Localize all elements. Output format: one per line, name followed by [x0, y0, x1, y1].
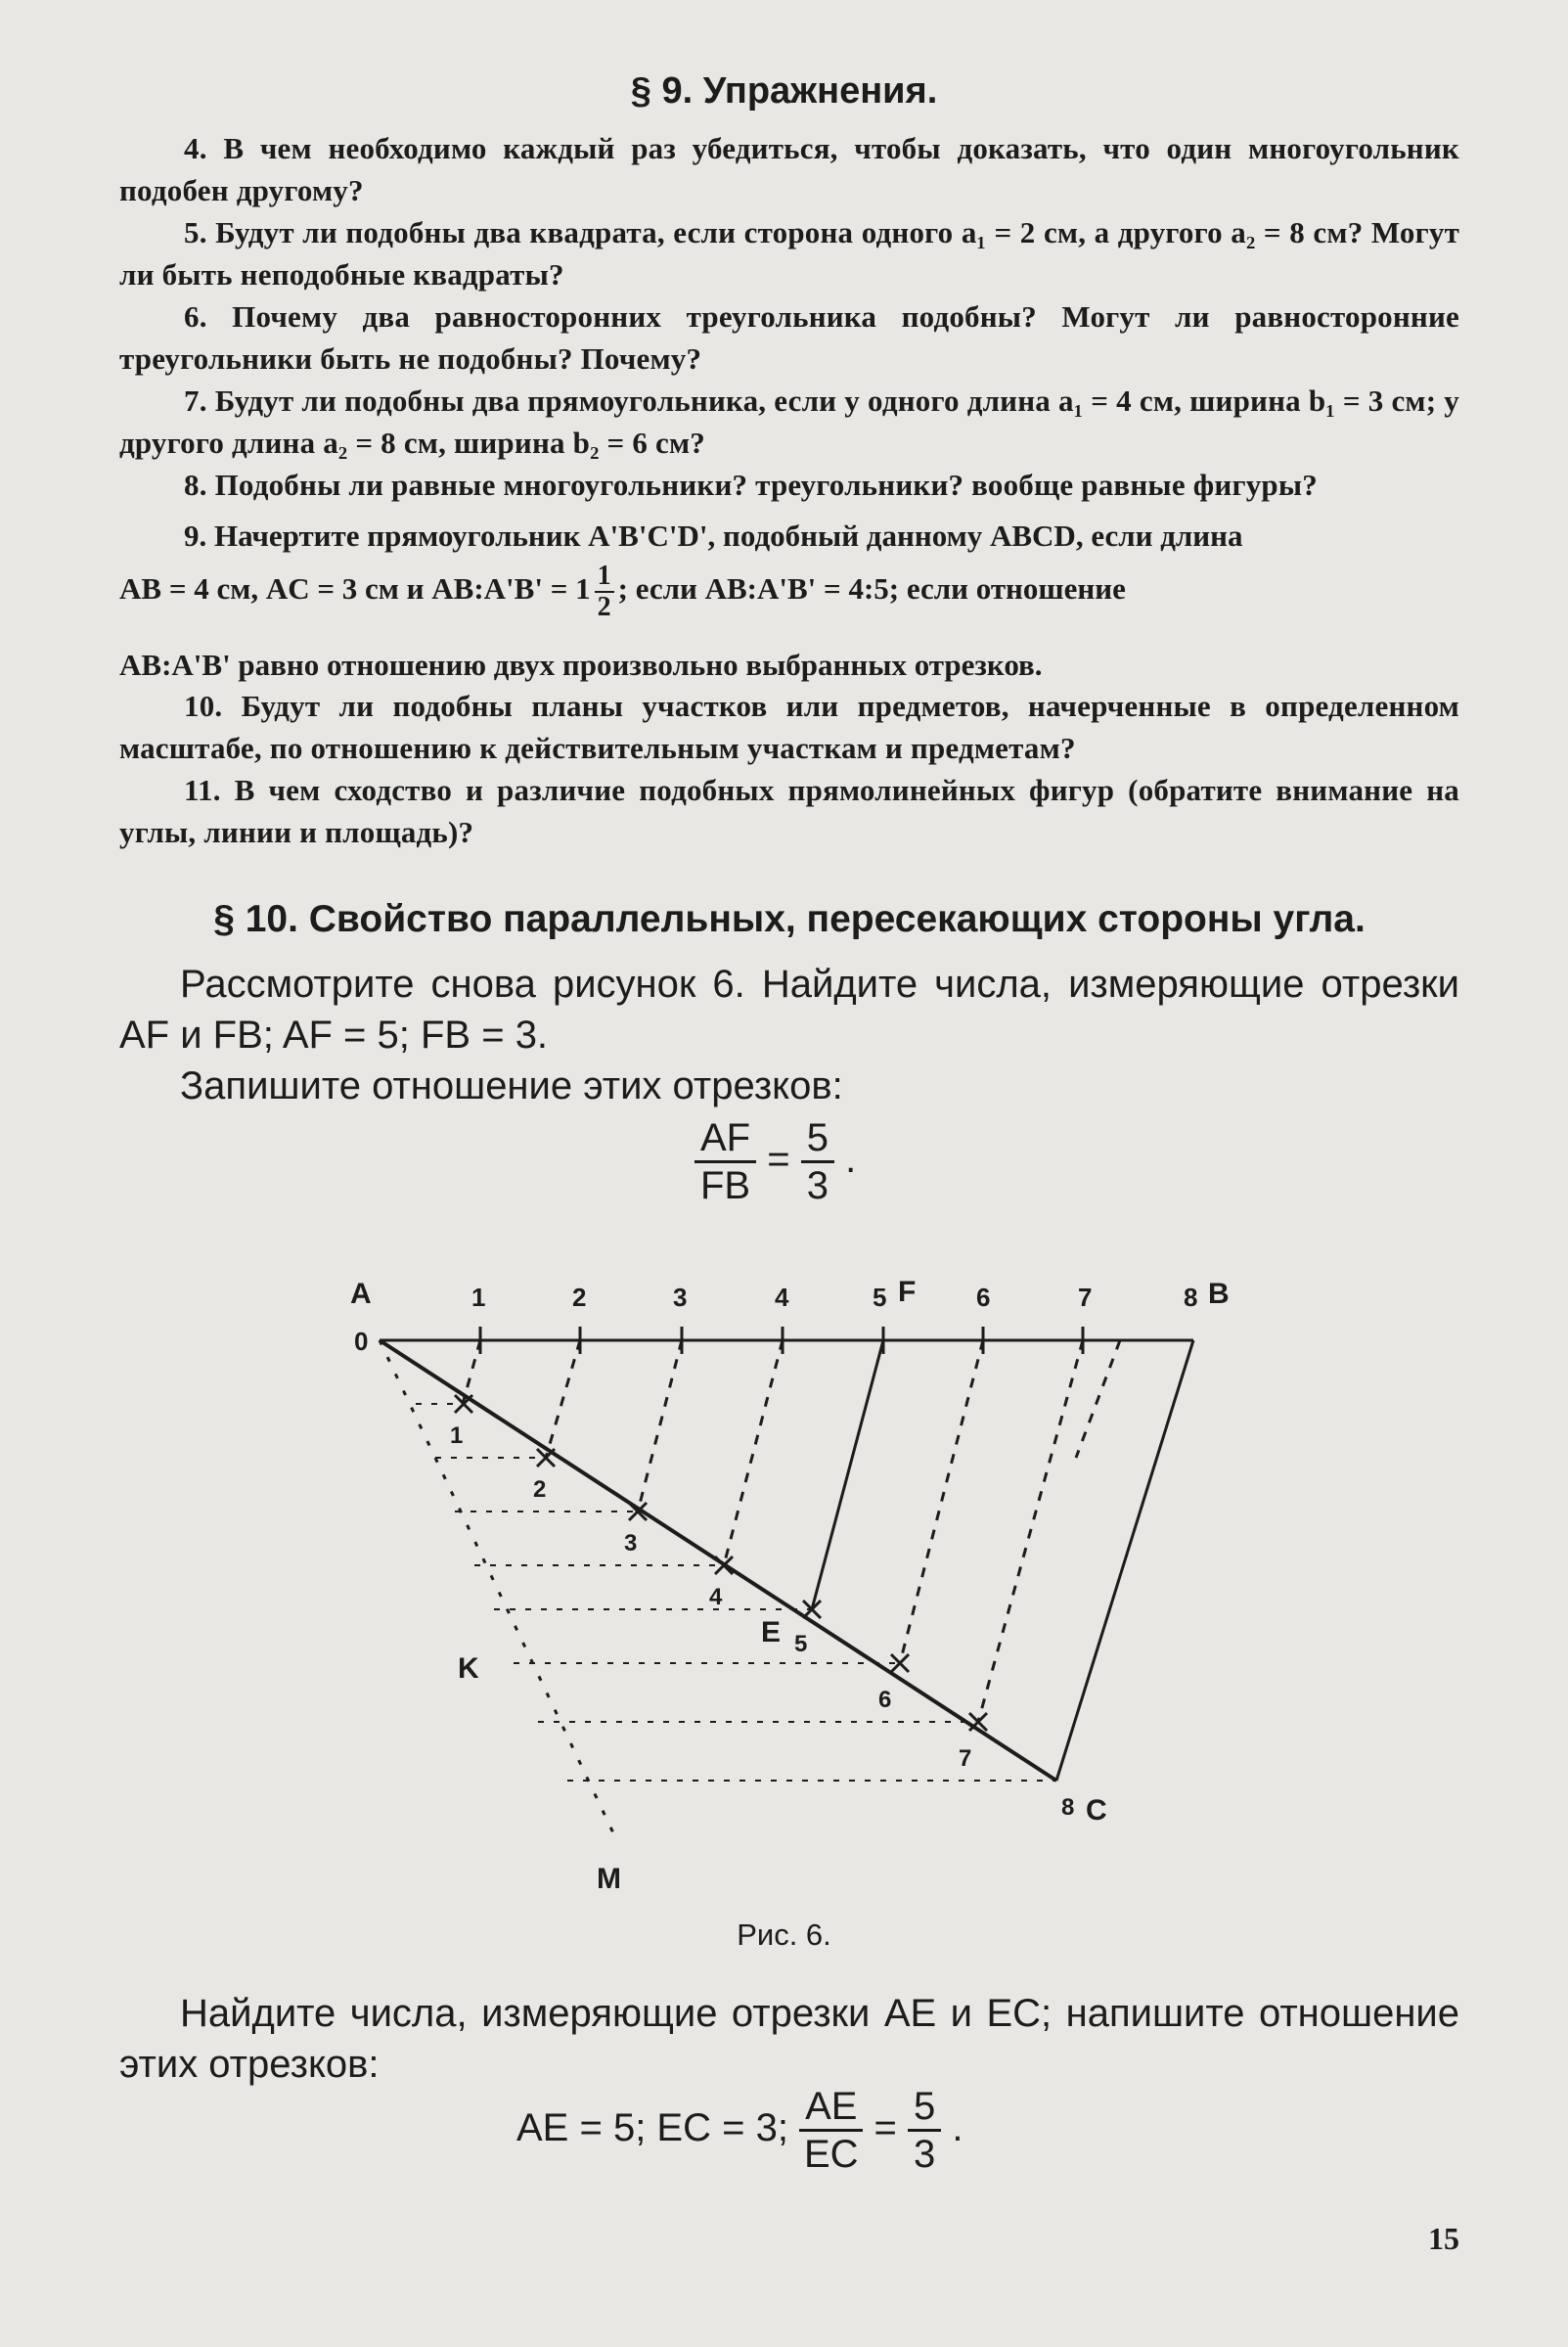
top-tick-1: 1: [471, 1283, 486, 1312]
equation-ae-ec: AE = 5; EC = 3; $\frac{AE}{EC}$ = $\frac{5}{3}$ .: [516, 2085, 963, 2176]
exercise-6: 6. Почему два равносторонних треугольника подобны? Могут ли равносторонние треугольники быть не подобны? Почему?: [119, 299, 1460, 376]
equation-af-fb: $\frac{AF}{FB}$ = $\frac{5}{3}$ .: [694, 1115, 856, 1208]
top-tick-2: 2: [572, 1283, 587, 1312]
section-9-heading: § 9. Упражнения.: [630, 70, 938, 112]
exercises-4-8: [119, 127, 1459, 506]
paragraph-ae-ec: Найдите числа, измеряющие отрезки AE и EC; напишите отношение этих отрезков:: [119, 1992, 1459, 2086]
label-f: F: [898, 1276, 917, 1308]
exercise-11: 11. В чем сходство и различие подобных прямолинейных фигур (обратите внимание на углы, линии и площадь)?: [119, 773, 1459, 849]
label-e: E: [761, 1616, 782, 1648]
top-tick-labels: [471, 1283, 1197, 1312]
top-tick-5: 5: [873, 1283, 887, 1312]
top-tick-7: 7: [1078, 1283, 1093, 1312]
diag-tick-7: 7: [959, 1745, 972, 1772]
exercise-9-line-2: AB = 4 см, AC = 3 см и AB:A'B' = 1 $\frac{1}{2}$ ; если AB:A'B' = 4:5; если отношение: [119, 561, 1126, 622]
label-k: K: [458, 1652, 479, 1685]
exercises-10-11: [119, 685, 1459, 853]
line-bc: [1056, 1340, 1193, 1781]
top-tick-4: 4: [775, 1283, 789, 1312]
paragraph-af-fb: Рассмотрите снова рисунок 6. Найдите числа, измеряющие отрезки AF и FB; AF = 5; FB = 3.: [119, 963, 1459, 1057]
exercise-5: 5. Будут ли подобны два квадрата, если сторона одного a₁ = 2 см, а другого a₂ = 8 см? Могут ли быть неподобные квадраты?: [119, 215, 1460, 292]
line-fe: [812, 1340, 883, 1609]
label-c: C: [1086, 1794, 1107, 1827]
top-tick-8: 8: [1184, 1283, 1198, 1312]
exercise-7: 7. Будут ли подобны два прямоугольника, если у одного длина a₁ = 4 см, ширина b₁ = 3 см; у другого длина a₂ = 8 см, ширина b₂ = 6 см?: [119, 384, 1460, 460]
diag-tick-6: 6: [878, 1687, 892, 1713]
top-tick-6: 6: [976, 1283, 991, 1312]
page-number: 15: [1428, 2221, 1459, 2256]
paragraph-write-ratio: Запишите отношение этих отрезков:: [180, 1064, 843, 1107]
exercise-9-line-3: AB:A'B' равно отношению двух произвольно выбранных отрезков.: [119, 648, 1043, 682]
label-m: M: [597, 1863, 621, 1895]
figure-6-diagram: [333, 1262, 1232, 1908]
figure-caption: Рис. 6.: [737, 1918, 831, 1952]
section-10-heading: § 10. Свойство параллельных, пересекающих стороны угла.: [213, 898, 1366, 940]
diag-tick-1: 1: [450, 1422, 464, 1449]
diag-tick-5: 5: [794, 1631, 808, 1657]
exercise-4: 4. В чем необходимо каждый раз убедиться, чтобы доказать, что один многоугольник подобен другому?: [119, 131, 1459, 207]
label-a: A: [350, 1278, 372, 1310]
top-tick-3: 3: [673, 1283, 688, 1312]
exercise-10: 10. Будут ли подобны планы участков или предметов, начерченные в определенном масштабе, по отношению к действительным участкам и предметам?: [119, 689, 1460, 765]
label-zero: 0: [354, 1327, 369, 1356]
diag-tick-8: 8: [1061, 1794, 1075, 1821]
exercise-8: 8. Подобны ли равные многоугольники? треугольники? вообще равные фигуры?: [184, 468, 1318, 502]
diag-tick-4: 4: [709, 1584, 723, 1610]
diag-tick-2: 2: [533, 1476, 547, 1503]
label-b: B: [1208, 1278, 1230, 1310]
section-10-text: [119, 959, 1459, 1111]
exercise-9-line-1: 9. Начертите прямоугольник A'B'C'D', подобный данному ABCD, если длина: [184, 519, 1243, 553]
diag-tick-3: 3: [624, 1530, 638, 1557]
fraction-one-half: $\frac{1}{2}$: [595, 562, 614, 622]
